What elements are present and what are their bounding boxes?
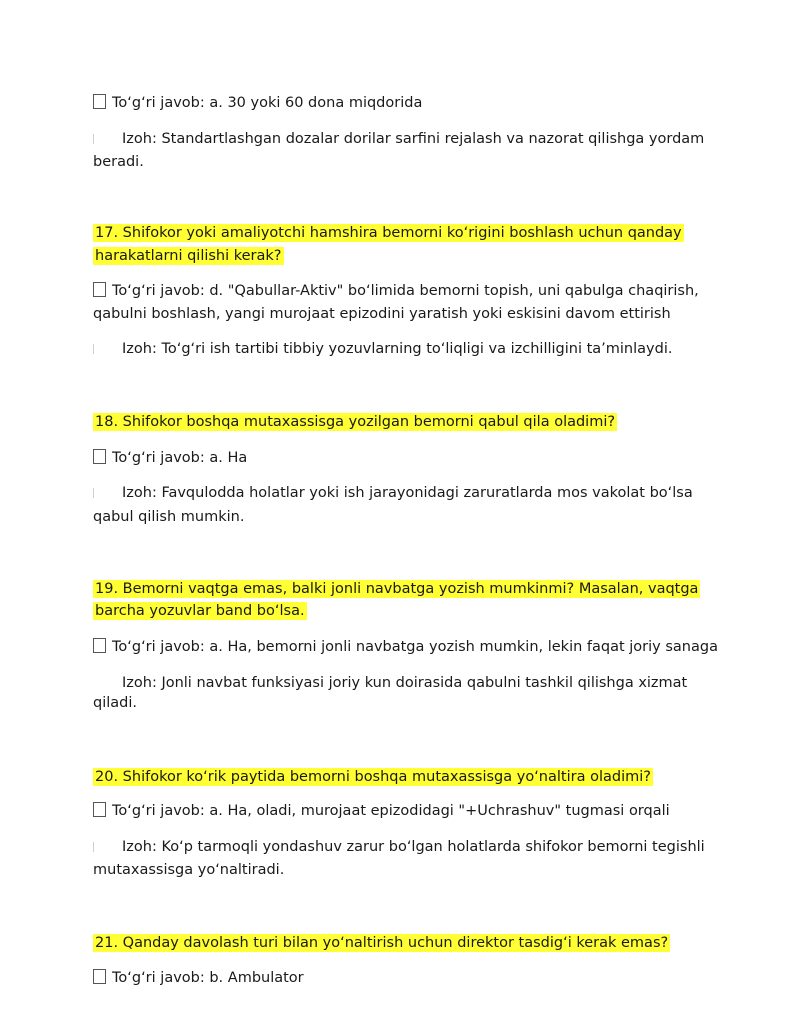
note-line: Izoh: Standartlashgan dozalar dorilar sarfini rejalash va nazorat qilishga yordam [93,128,670,151]
question-21: 21. Qanday davolash turi bilan yo‘naltirish uchun direktor tasdig‘i kerak emas? [95,935,669,951]
checkbox-glyph-icon [93,969,106,984]
checkbox-glyph-icon [93,638,106,653]
answer-17-cont: qabulni boshlash, yangi murojaat epizodini yaratish yoki eskisini davom ettirish [93,306,671,322]
question-19: 19. Bemorni vaqtga emas, balki jonli navbatga yozish mumkinmi? Masalan, vaqtga [95,581,699,597]
question-19-cont: barcha yozuvlar band bo‘lsa. [95,603,305,619]
note-18-cont: qabul qilish mumkin. [93,509,245,525]
note-17: Izoh: To‘g‘ri ish tartibi tibbiy yozuvlarning to‘liqligi va izchilligini ta’minlaydi. [93,338,670,361]
checkbox-glyph-icon [93,282,106,297]
checkbox-glyph-icon [93,94,106,109]
indent-marker-icon [93,842,94,852]
note-19-cont: qiladi. [93,695,137,711]
question-17-cont: harakatlarni qilishi kerak? [95,248,282,264]
checkbox-glyph-icon [93,449,106,464]
question-17: 17. Shifokor yoki amaliyotchi hamshira bemorni ko‘rigini boshlash uchun qanday [95,225,682,241]
note-18: Izoh: Favqulodda holatlar yoki ish jarayonidagi zaruratlarda mos vakolat bo‘lsa [93,482,670,505]
checkbox-glyph-icon [93,802,106,817]
answer-line: To‘g‘ri javob: a. 30 yoki 60 dona miqdorida [93,92,670,115]
question-18: 18. Shifokor boshqa mutaxassisga yozilgan bemorni qabul qila oladimi? [95,414,616,430]
note-20-cont: mutaxassisga yo‘naltiradi. [93,862,285,878]
indent-marker-icon [93,488,94,498]
note-20: Izoh: Ko‘p tarmoqli yondashuv zarur bo‘lgan holatlarda shifokor bemorni tegishli [93,836,670,859]
answer-19: To‘g‘ri javob: a. Ha, bemorni jonli navbatga yozish mumkin, lekin faqat joriy sanaga [93,636,670,659]
indent-marker-icon [93,134,94,144]
answer-20: To‘g‘ri javob: a. Ha, oladi, murojaat epizodidagi "+Uchrashuv" tugmasi orqali [93,800,670,823]
indent-marker-icon [93,344,94,354]
note-19: Izoh: Jonli navbat funksiyasi joriy kun doirasida qabulni tashkil qilishga xizmat [122,675,688,691]
answer-17: To‘g‘ri javob: d. "Qabullar-Aktiv" bo‘limida bemorni topish, uni qabulga chaqirish, [93,280,670,303]
answer-18: To‘g‘ri javob: a. Ha [93,447,670,470]
answer-21: To‘g‘ri javob: b. Ambulator [93,967,670,990]
note-line: beradi. [93,154,144,170]
question-20: 20. Shifokor ko‘rik paytida bemorni boshqa mutaxassisga yo‘naltira oladimi? [95,769,651,785]
